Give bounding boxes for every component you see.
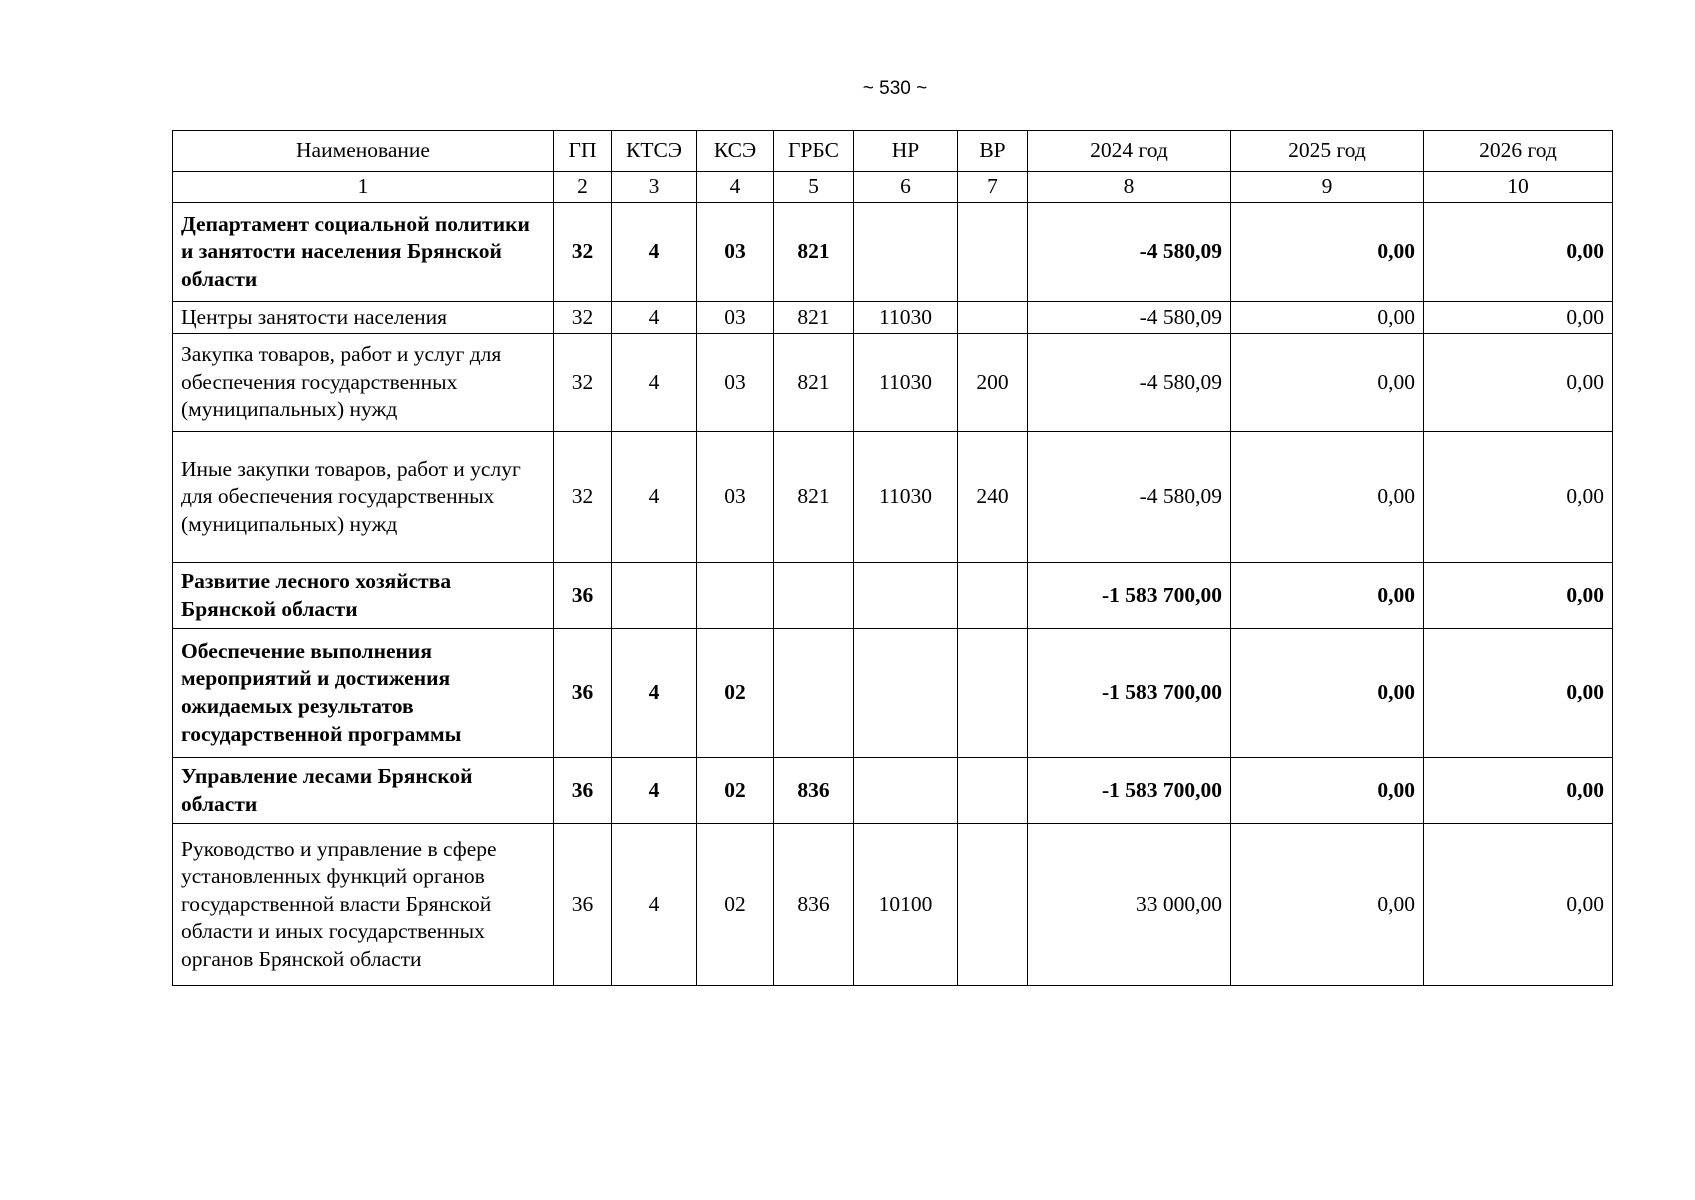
table-row: [173, 432, 1613, 563]
header-2026: 2026 год: [1424, 131, 1613, 172]
row-nr: 11030: [854, 432, 958, 563]
row-gp: 32: [554, 302, 612, 334]
table-row: [173, 563, 1613, 629]
row-ktse: 4: [612, 203, 697, 302]
row-2025: 0,00: [1231, 203, 1424, 302]
row-name: Управление лесами Брянской области: [173, 758, 554, 824]
row-vr: [958, 758, 1028, 824]
table-row: [173, 629, 1613, 758]
row-ktse: 4: [612, 824, 697, 986]
row-kse: [697, 563, 774, 629]
row-2025: 0,00: [1231, 629, 1424, 758]
row-2025: 0,00: [1231, 563, 1424, 629]
column-number: 8: [1028, 172, 1231, 203]
header-name: Наименование: [173, 131, 554, 172]
row-grbs: [774, 563, 854, 629]
row-ktse: 4: [612, 334, 697, 432]
row-grbs: 836: [774, 824, 854, 986]
header-vr: ВР: [958, 131, 1028, 172]
budget-table: [172, 130, 1613, 986]
row-grbs: 836: [774, 758, 854, 824]
row-vr: [958, 302, 1028, 334]
header-2024: 2024 год: [1028, 131, 1231, 172]
table-row: [173, 302, 1613, 334]
row-2026: 0,00: [1424, 432, 1613, 563]
column-number: 4: [697, 172, 774, 203]
row-name: Иные закупки товаров, работ и услуг для обеспечения государственных (муниципальных) нужд: [173, 432, 554, 563]
row-2024: -1 583 700,00: [1028, 563, 1231, 629]
column-number: 3: [612, 172, 697, 203]
column-number-row: [173, 172, 1613, 203]
row-2024: 33 000,00: [1028, 824, 1231, 986]
row-name: Обеспечение выполнения мероприятий и достижения ожидаемых результатов государственной программы: [173, 629, 554, 758]
row-gp: 36: [554, 758, 612, 824]
row-gp: 36: [554, 629, 612, 758]
row-name: Закупка товаров, работ и услуг для обеспечения государственных (муниципальных) нужд: [173, 334, 554, 432]
row-vr: 240: [958, 432, 1028, 563]
row-2024: -4 580,09: [1028, 432, 1231, 563]
row-gp: 32: [554, 203, 612, 302]
row-gp: 36: [554, 563, 612, 629]
table-row: [173, 203, 1613, 302]
row-grbs: [774, 629, 854, 758]
row-2024: -4 580,09: [1028, 334, 1231, 432]
row-kse: 03: [697, 302, 774, 334]
row-grbs: 821: [774, 334, 854, 432]
row-ktse: 4: [612, 302, 697, 334]
row-nr: [854, 563, 958, 629]
row-ktse: [612, 563, 697, 629]
column-number: 2: [554, 172, 612, 203]
row-2026: 0,00: [1424, 824, 1613, 986]
row-kse: 02: [697, 629, 774, 758]
row-nr: [854, 203, 958, 302]
row-grbs: 821: [774, 302, 854, 334]
row-2024: -4 580,09: [1028, 302, 1231, 334]
row-kse: 02: [697, 758, 774, 824]
table-row: [173, 824, 1613, 986]
row-2026: 0,00: [1424, 563, 1613, 629]
row-2025: 0,00: [1231, 334, 1424, 432]
row-grbs: 821: [774, 432, 854, 563]
header-kse: КСЭ: [697, 131, 774, 172]
row-2026: 0,00: [1424, 203, 1613, 302]
table-row: [173, 334, 1613, 432]
row-kse: 02: [697, 824, 774, 986]
row-vr: [958, 824, 1028, 986]
row-vr: [958, 203, 1028, 302]
row-name: Департамент социальной политики и занятости населения Брянской области: [173, 203, 554, 302]
row-nr: [854, 758, 958, 824]
row-nr: 11030: [854, 334, 958, 432]
row-2025: 0,00: [1231, 758, 1424, 824]
row-2025: 0,00: [1231, 432, 1424, 563]
row-nr: 10100: [854, 824, 958, 986]
header-2025: 2025 год: [1231, 131, 1424, 172]
row-ktse: 4: [612, 758, 697, 824]
row-gp: 36: [554, 824, 612, 986]
row-nr: 11030: [854, 302, 958, 334]
row-kse: 03: [697, 432, 774, 563]
row-name: Развитие лесного хозяйства Брянской области: [173, 563, 554, 629]
row-kse: 03: [697, 203, 774, 302]
row-2026: 0,00: [1424, 334, 1613, 432]
row-vr: 200: [958, 334, 1028, 432]
row-vr: [958, 563, 1028, 629]
row-ktse: 4: [612, 432, 697, 563]
row-2024: -4 580,09: [1028, 203, 1231, 302]
row-2025: 0,00: [1231, 302, 1424, 334]
row-2024: -1 583 700,00: [1028, 758, 1231, 824]
column-number: 6: [854, 172, 958, 203]
column-number: 9: [1231, 172, 1424, 203]
column-number: 7: [958, 172, 1028, 203]
header-gp: ГП: [554, 131, 612, 172]
row-name: Руководство и управление в сфере установленных функций органов государственной власти Брянской области и иных государственных органов Брянской области: [173, 824, 554, 986]
header-ktse: КТСЭ: [612, 131, 697, 172]
row-gp: 32: [554, 334, 612, 432]
table-row: [173, 758, 1613, 824]
header-row: [173, 131, 1613, 172]
row-ktse: 4: [612, 629, 697, 758]
row-gp: 32: [554, 432, 612, 563]
row-2025: 0,00: [1231, 824, 1424, 986]
row-kse: 03: [697, 334, 774, 432]
header-grbs: ГРБС: [774, 131, 854, 172]
row-2026: 0,00: [1424, 758, 1613, 824]
column-number: 5: [774, 172, 854, 203]
header-nr: НР: [854, 131, 958, 172]
column-number: 10: [1424, 172, 1613, 203]
row-2024: -1 583 700,00: [1028, 629, 1231, 758]
row-name: Центры занятости населения: [173, 302, 554, 334]
page-number: ~ 530 ~: [862, 78, 928, 99]
column-number: 1: [173, 172, 554, 203]
row-vr: [958, 629, 1028, 758]
row-nr: [854, 629, 958, 758]
row-2026: 0,00: [1424, 302, 1613, 334]
row-grbs: 821: [774, 203, 854, 302]
row-2026: 0,00: [1424, 629, 1613, 758]
